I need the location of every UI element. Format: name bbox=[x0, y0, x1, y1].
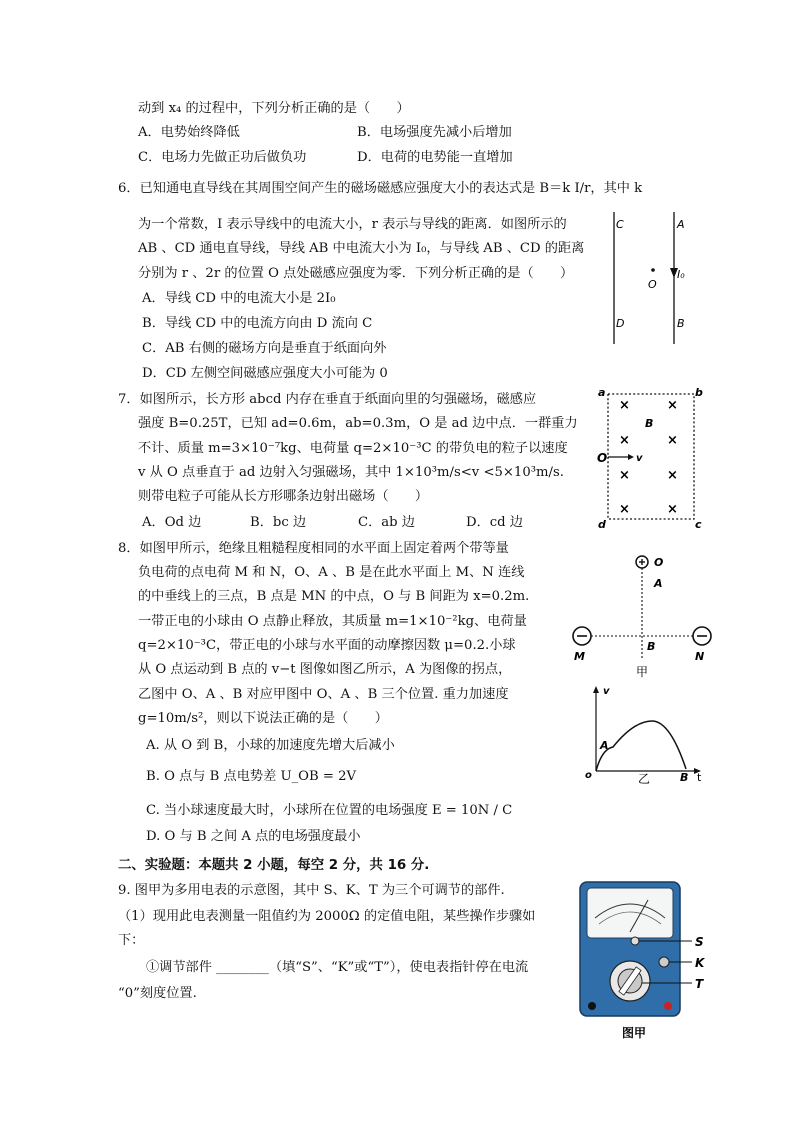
q7-option-c[interactable]: C．ab 边 bbox=[358, 515, 415, 530]
label-o: O bbox=[648, 278, 657, 291]
probe-jack-icon bbox=[588, 1002, 596, 1010]
q7-option-a[interactable]: A．Od 边 bbox=[142, 515, 202, 530]
q9-multimeter-figure bbox=[578, 880, 718, 1045]
q8-line-8: g=10m/s²，则以下说法正确的是（ ） bbox=[138, 711, 388, 726]
cross-mark-icon: × bbox=[619, 398, 630, 413]
label-a: A bbox=[677, 218, 685, 231]
label-a: A bbox=[654, 577, 663, 590]
q9-line-1: 9. 图甲为多用电表的示意图，其中 S、K、T 为三个可调节的部件. bbox=[118, 883, 505, 898]
q7-option-b[interactable]: B．bc 边 bbox=[250, 515, 307, 530]
label-v: v bbox=[603, 686, 610, 697]
q6-option-b[interactable]: B．导线 CD 中的电流方向由 D 流向 C bbox=[142, 316, 373, 331]
q5-option-a[interactable]: A．电势始终降低 bbox=[138, 125, 240, 140]
q8-fig-yi bbox=[578, 683, 706, 787]
q7-line-1: 7．如图所示，长方形 abcd 内存在垂直于纸面向里的匀强磁场，磁感应 bbox=[118, 392, 537, 407]
label-a: A bbox=[600, 739, 609, 752]
cross-mark-icon: × bbox=[667, 398, 678, 413]
q8-line-5: q=2×10⁻³C，带正电的小球与水平面的动摩擦因数 μ=0.2.小球 bbox=[138, 638, 516, 653]
meter-dial-window bbox=[587, 888, 673, 938]
caption-jia: 甲 bbox=[636, 665, 649, 679]
q8-line-2: 负电荷的点电荷 M 和 N，O、A 、B 是在此水平面上 M、N 连线 bbox=[138, 565, 525, 580]
q8-line-7: 乙图中 O、A 、B 对应甲图中 O、A 、B 三个位置. 重力加速度 bbox=[138, 687, 509, 702]
q8-fig-jia bbox=[568, 552, 718, 682]
caption-figure-jia: 图甲 bbox=[622, 1026, 647, 1040]
label-o: o bbox=[585, 770, 592, 781]
q8-line-4: 一带正电的小球由 O 点静止释放，其质量 m=1×10⁻²kg、电荷量 bbox=[138, 614, 527, 629]
q5-option-b[interactable]: B．电场强度先减小后增加 bbox=[357, 125, 512, 140]
section-2-heading: 二、实验题：本题共 2 小题，每空 2 分，共 16 分. bbox=[118, 858, 430, 873]
q8-line-3: 的中垂线上的三点，B 点是 MN 的中点，O 与 B 间距为 x=0.2m. bbox=[138, 589, 530, 604]
label-i0: I₀ bbox=[677, 268, 685, 281]
q7-line-2: 强度 B=0.25T，已知 ad=0.6m，ab=0.3m，O 是 ad 边中点．一群重力 bbox=[138, 416, 578, 431]
q8-line-1: 8．如图甲所示，绝缘且粗糙程度相同的水平面上固定着两个带等量 bbox=[118, 541, 509, 556]
q7-line-4: v 从 O 点垂直于 ad 边射入匀强磁场，其中 1×10³m/s<v <5×10³m/s. bbox=[138, 465, 564, 480]
v-axis-arrow-icon bbox=[593, 686, 599, 693]
label-t: t bbox=[697, 771, 702, 784]
label-k: K bbox=[695, 956, 705, 970]
label-m: M bbox=[574, 650, 585, 663]
q8-line-6: 从 O 点运动到 B 点的 v−t 图像如图乙所示，A 为图像的拐点， bbox=[138, 662, 512, 677]
cross-mark-icon: × bbox=[667, 468, 678, 483]
label-n: N bbox=[695, 650, 705, 663]
label-o: O bbox=[597, 451, 608, 465]
label-d: d bbox=[598, 518, 606, 531]
q6-option-c[interactable]: C．AB 右侧的磁场方向是垂直于纸面向外 bbox=[142, 341, 387, 356]
q9-line-5: “0”刻度位置. bbox=[118, 986, 197, 1001]
q9-line-3: 下： bbox=[118, 933, 145, 948]
caption-yi: 乙 bbox=[638, 772, 651, 786]
label-b: b bbox=[695, 386, 703, 399]
q9-line-2: （1）现用此电表测量一阻值约为 2000Ω 的定值电阻，某些操作步骤如 bbox=[118, 909, 536, 924]
label-b: B bbox=[677, 317, 685, 330]
q8-option-a[interactable]: A. 从 O 到 B，小球的加速度先增大后减小 bbox=[146, 738, 395, 753]
label-v: v bbox=[636, 453, 643, 464]
q8-option-d[interactable]: D. O 与 B 之间 A 点的电场强度最小 bbox=[146, 829, 361, 844]
point-o-dot bbox=[651, 268, 655, 272]
part-s-screw-icon bbox=[631, 937, 639, 945]
label-c: C bbox=[616, 218, 624, 231]
label-t: T bbox=[695, 977, 704, 991]
q7-line-3: 不计、质量 m=3×10⁻⁷kg、电荷量 q=2×10⁻³C 的带负电的粒子以速度 bbox=[138, 441, 568, 456]
q6-option-d[interactable]: D．CD 左侧空间磁感应强度大小可能为 0 bbox=[142, 366, 388, 381]
probe-jack-icon bbox=[664, 1002, 672, 1010]
q7-magnetic-field-figure bbox=[594, 385, 706, 535]
q5-intro: 动到 x₄ 的过程中，下列分析正确的是（ ） bbox=[138, 101, 410, 116]
q6-wires-figure bbox=[604, 210, 694, 350]
cross-mark-icon: × bbox=[619, 502, 630, 517]
q6-line-4: 分别为 r 、2r 的位置 O 点处磁感应强度为零．下列分析正确的是（ ） bbox=[138, 266, 574, 281]
q8-option-b[interactable]: B. O 点与 B 点电势差 U_OB = 2V bbox=[146, 769, 357, 784]
q9-line-4: ①调节部件 ________（填“S”、“K”或“T”），使电表指针停在电流 bbox=[146, 960, 529, 975]
q6-line-2: 为一个常数，I 表示导线中的电流大小，r 表示与导线的距离．如图所示的 bbox=[138, 217, 567, 232]
cross-mark-icon: × bbox=[667, 502, 678, 517]
q7-option-d[interactable]: D．cd 边 bbox=[466, 515, 523, 530]
label-d: D bbox=[616, 317, 625, 330]
label-b: B bbox=[680, 771, 689, 784]
label-o: O bbox=[654, 556, 664, 569]
v-t-curve bbox=[596, 721, 686, 771]
q5-option-d[interactable]: D．电荷的电势能一直增加 bbox=[357, 150, 513, 165]
label-a: a bbox=[598, 386, 606, 399]
label-field-b: B bbox=[645, 417, 654, 430]
cross-mark-icon: × bbox=[667, 433, 678, 448]
label-s: S bbox=[695, 935, 704, 949]
label-c: c bbox=[695, 518, 702, 531]
velocity-arrow-icon bbox=[628, 454, 634, 460]
cross-mark-icon: × bbox=[619, 433, 630, 448]
label-b: B bbox=[647, 640, 656, 653]
q7-line-5: 则带电粒子可能从长方形哪条边射出磁场（ ） bbox=[138, 489, 429, 504]
q6-option-a[interactable]: A．导线 CD 中的电流大小是 2I₀ bbox=[142, 291, 336, 306]
part-k-knob-icon bbox=[659, 957, 669, 967]
q8-option-c[interactable]: C. 当小球速度最大时，小球所在位置的电场强度 E = 10N / C bbox=[146, 803, 513, 818]
cross-mark-icon: × bbox=[619, 468, 630, 483]
q5-option-c[interactable]: C．电场力先做正功后做负功 bbox=[138, 150, 307, 165]
q6-line-3: AB 、CD 通电直导线，导线 AB 中电流大小为 I₀，与导线 AB 、CD 的距离 bbox=[138, 241, 585, 256]
q6-line-1: 6．已知通电直导线在其周围空间产生的磁场磁感应强度大小的表达式是 B＝k I/r，其中 k bbox=[118, 181, 643, 196]
